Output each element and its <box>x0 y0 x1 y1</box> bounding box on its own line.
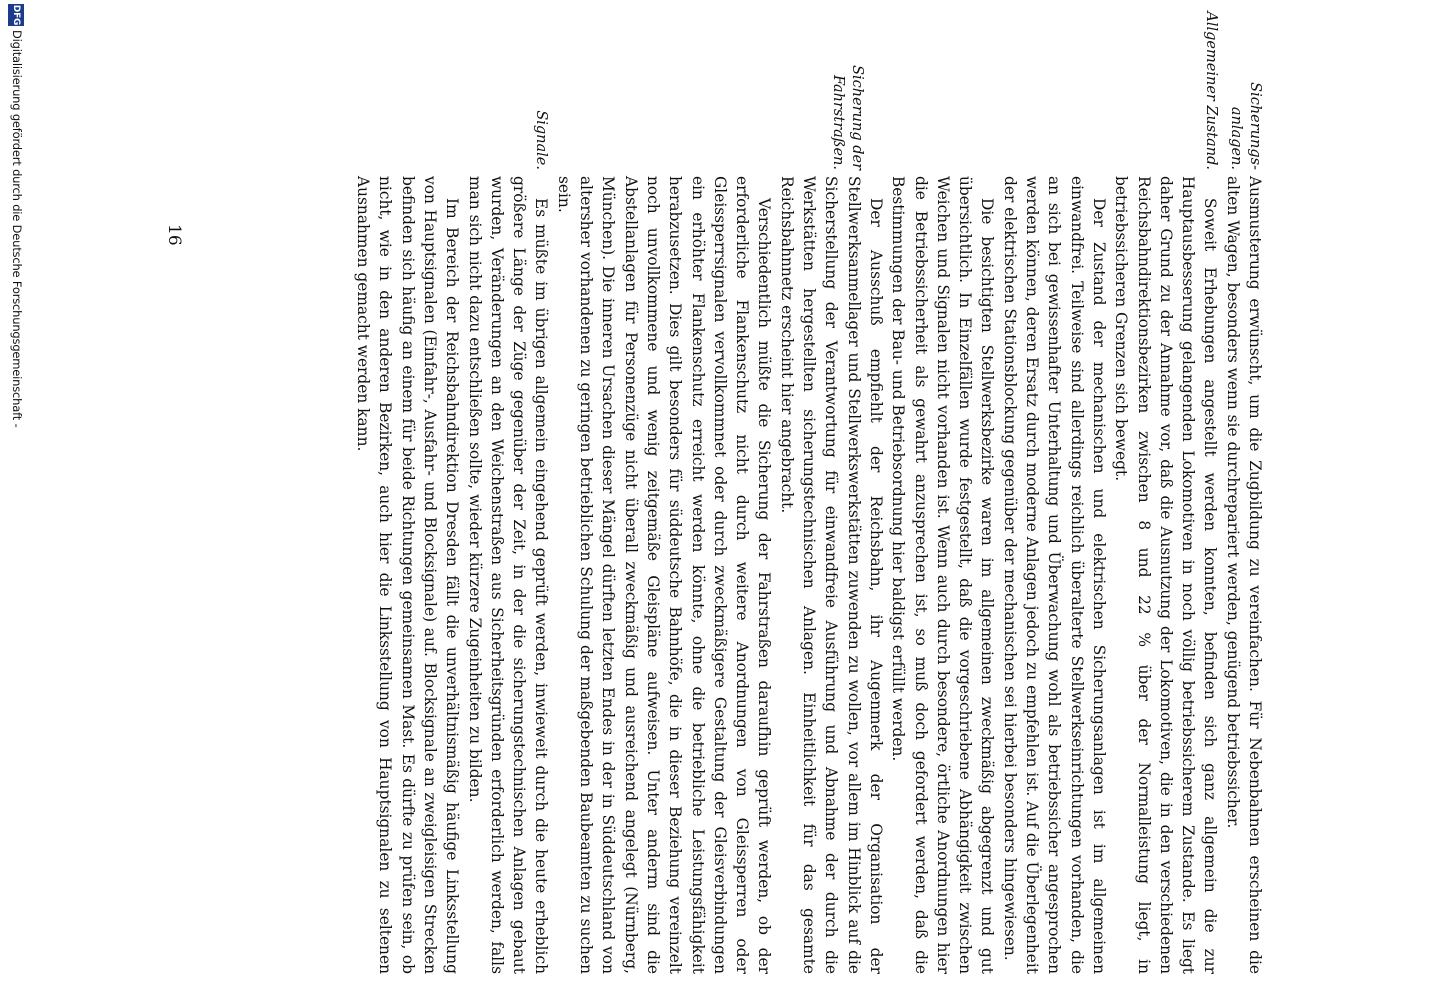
paragraph: Im Bereich der Reichsbahndirektion Dresden fällt die unverhältnismäßig häufige Linksstellung von Hauptsignalen (Einfahr-, Ausfahr- und Blocksignale) auf. Blocksignale an zweigleisigen Strecken befinden sich häufig an einem für beide Richtungen gemeinsamen Mast. Es dürfte zu prüfen sein, ob nicht, wie in den anderen Bezirken, auch hier die Linksstellung von Hauptsignalen zu seltenen Ausnahmen gemacht werden kann. <box>354 176 462 974</box>
body-text <box>352 176 1266 974</box>
page-number: 16 <box>164 224 184 246</box>
paragraph: Verschiedentlich müßte die Sicherung der Fahrstraßen daraufhin geprüft werden, ob der erforderliche Flankenschutz nicht durch weitere Anordnungen von Gleissperren oder Gleissperrsignalen vervollkommnet oder durch zweckmäßigere Gestaltung der Gleisverbindungen ein erhöhter Flankenschutz erreicht werden könnte, ohne die betriebliche Leistungsfähigkeit herabzusetzen. Dies gilt besonders für süddeutsche Bahnhöfe, die in dieser Beziehung vereinzelt noch unvollkommene und wenig zeitgemäße Gleispläne aufweisen. Unter anderm sind die Abstellanlagen für Personenzüge nicht überall zweckmäßig und ausreichend angelegt (Nürnberg, München). Die inneren Ursachen dieser Mängel dürften letzten Endes in der in Süddeutschland von altersher vorhandenen zu geringen betrieblichen Schulung der maßgebenden Baubeamten zu suchen sein. <box>554 176 774 974</box>
paragraph: Der Ausschuß empfiehlt der Reichsbahn, ihr Augenmerk der Organisation der Stellwerksanmellager und Stellwerkswerkstätten zuwenden zu wollen, vor allem im Hinblick auf die Sicherstellung der Verantwortung für einwandfreie Ausführung und Abnahme der durch die Werkstätten hergestellten sicherungstechnischen Anlagen. Einheitlichkeit für das gesamte Reichsbahnnetz erscheint hier angebracht. <box>777 176 885 974</box>
paragraph: Ausmusterung erwünscht, um die Zugbildung zu vereinfachen. Für Nebenbahnen erscheinen die alten Wagen, besonders wenn sie durchrepariert werden, genügend betriebssicher. <box>1223 176 1264 974</box>
margin-note-sicherung-fahrstrassen: Sicherung der Fahrstraßen. <box>830 65 865 170</box>
margin-note-sicherungsanlagen: Sicherungs- anlagen. <box>1228 82 1263 170</box>
margin-note-allgemeiner-zustand: Allgemeiner Zustand. <box>1203 11 1219 170</box>
digitization-footer <box>4 0 26 1000</box>
paragraph: Der Zustand der mechanischen und elektrischen Sicherungsanlagen ist im allgemeinen einwandfrei. Teilweise sind allerdings reichlich überalterte Stellwerkseinrichtungen vorhanden, die an sich bei gewissenhafter Unterhaltung und Überwachung wohl als betriebssicher angesprochen werden können, deren Ersatz durch moderne Anlagen jedoch zu empfehlen ist. Auf die Überlegenheit der elektrischen Stationsblockung gegenüber der mechanischen sei hierbei besonders hingewiesen. <box>1000 176 1108 974</box>
paragraph: Soweit Erhebungen angestellt werden konnten, befinden sich ganz allgemein die zur Hauptausbesserung gelangenden Lokomotiven in noch völlig betriebssicherem Zustande. Es liegt daher Grund zu der Annahme vor, daß die Ausnutzung der Lokomotiven, die in den verschiedenen Reichsbahndirektionsbezirken zwischen 8 und 22 % über der Normalleistung liegt, in betriebssicheren Grenzen sich bewegt. <box>1112 176 1220 974</box>
dfg-logo-icon: DFG <box>8 4 24 26</box>
paragraph: Es müßte im übrigen allgemein eingehend geprüft werden, inwieweit durch die heute erheblich größere Länge der Züge gegenüber der Zeit, in der die sicherungstechnischen Anlagen gebaut wurden, Veränderungen an den Weichenstraßen aus Sicherheitsgründen erforderlich werden, falls man sich nicht dazu entschließen sollte, wieder kürzere Zugeinheiten zu bilden. <box>465 176 551 974</box>
paragraph: Die besichtigten Stellwerksbezirke waren im allgemeinen zweckmäßig abgegrenzt und gut übersichtlich. In Einzelfällen wurde festgestellt, daß die vorgeschriebene Abhängigkeit zwischen Weichen und Signalen nicht vorhanden ist. Wenn auch durch besondere, örtliche Anordnungen hier die Betriebssicherheit als gewahrt anzusprechen ist, so muß doch gefordert werden, daß die Bestimmungen der Bau- und Betriebsordnung hier baldigst erfüllt werden. <box>889 176 997 974</box>
margin-note-signale: Signale. <box>533 110 549 170</box>
footer-text: Digitalisierung gefördert durch die Deutsche Forschungsgemeinschaft - <box>10 30 24 428</box>
